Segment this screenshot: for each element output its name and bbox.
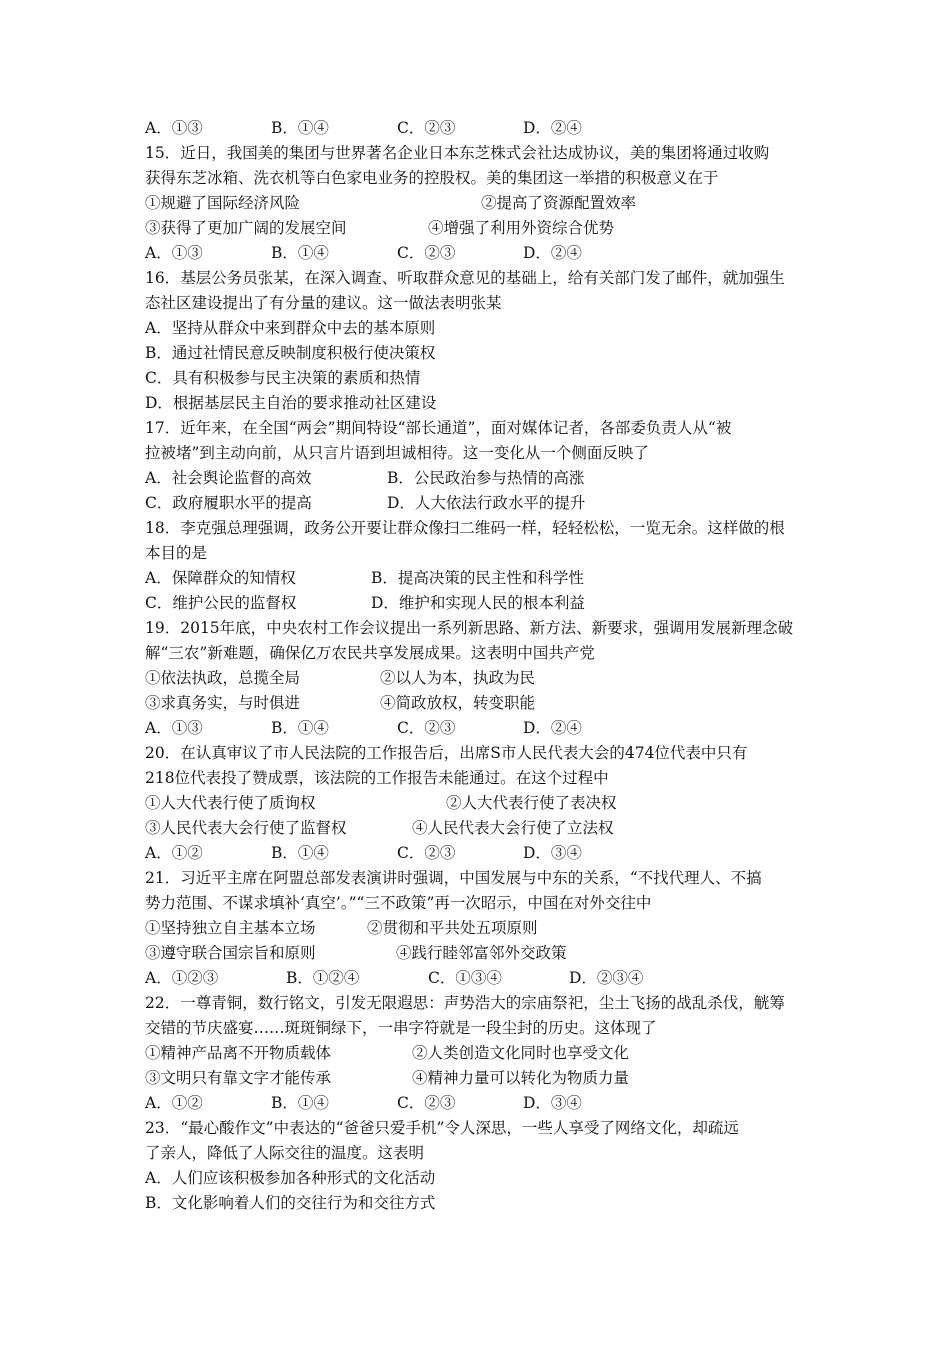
option: C．②③ [397, 844, 456, 862]
statement: ④精神力量可以转化为物质力量 [412, 1069, 630, 1087]
option: D．③④ [523, 1094, 582, 1112]
choice: A．人们应该积极参加各种形式的文化活动 [145, 1169, 436, 1187]
statement: ②以人为本，执政为民 [380, 669, 536, 687]
choice: C．具有积极参与民主决策的素质和热情 [145, 369, 421, 387]
question-21-stem: 势力范围、不谋求填补‘真空’。”“三不政策”再一次昭示，中国在对外交往中 [145, 894, 652, 912]
choice: B．提高决策的民主性和科学性 [371, 569, 584, 587]
choice: D．根据基层民主自治的要求推动社区建设 [145, 394, 437, 412]
question-17-stem: 拉被堵”到主动向前，从只言片语到坦诚相待。这一变化从一个侧面反映了 [145, 444, 649, 462]
choice: B．公民政治参与热情的高涨 [387, 469, 585, 487]
statement: ②提高了资源配置效率 [481, 194, 637, 212]
option: D．②④ [523, 719, 582, 737]
statement: ①人大代表行使了质询权 [145, 794, 316, 812]
choice: D．维护和实现人民的根本利益 [371, 594, 585, 612]
choice: A．社会舆论监督的高效 [145, 469, 312, 487]
question-22-stem: 22．一尊青铜，数行铭文，引发无限遐思：声势浩大的宗庙祭祀，尘土飞扬的战乱杀伐，觥筹 [145, 994, 785, 1012]
statement: ④简政放权，转变职能 [380, 694, 536, 712]
option: D．②③④ [569, 969, 644, 987]
question-15-stem: 15．近日，我国美的集团与世界著名企业日本东芝株式会社达成协议，美的集团将通过收购 [145, 144, 770, 162]
choice: C．维护公民的监督权 [145, 594, 297, 612]
statement: ②人大代表行使了表决权 [446, 794, 617, 812]
option: A．①② [145, 1094, 203, 1112]
question-19-stem: 19．2015年底，中央农村工作会议提出一系列新思路、新方法、新要求，强调用发展新理念破 [145, 619, 794, 637]
option: B．①④ [271, 844, 329, 862]
question-16-stem: 16．基层公务员张某，在深入调查、听取群众意见的基础上，给有关部门发了邮件，就加强生 [145, 269, 785, 287]
choice: B．文化影响着人们的交往行为和交往方式 [145, 1194, 436, 1212]
question-21-stem: 21．习近平主席在阿盟总部发表演讲时强调，中国发展与中东的关系，“不找代理人、不搞 [145, 869, 762, 887]
question-22-stem: 交错的节庆盛宴……斑斑铜绿下，一串字符就是一段尘封的历史。这体现了 [145, 1019, 657, 1037]
option: C．②③ [397, 244, 456, 262]
option: C．②③ [397, 1094, 456, 1112]
statement: ③遵守联合国宗旨和原则 [145, 944, 316, 962]
option: A．①③ [145, 244, 203, 262]
question-20-stem: 20．在认真审议了市人民法院的工作报告后，出席S市人民代表大会的474位代表中只有 [145, 744, 748, 762]
choice: A．坚持从群众中来到群众中去的基本原则 [145, 319, 436, 337]
question-23-stem: 23．“最心酸作文”中表达的“爸爸只爱手机”令人深思，一些人享受了网络文化，却疏远 [145, 1119, 739, 1137]
statement: ②人类创造文化同时也享受文化 [412, 1044, 630, 1062]
statement: ③求真务实，与时俱进 [145, 694, 301, 712]
statement: ③人民代表大会行使了监督权 [145, 819, 347, 837]
option: C．②③ [397, 719, 456, 737]
choice: A．保障群众的知情权 [145, 569, 296, 587]
statement: ④践行睦邻富邻外交政策 [396, 944, 567, 962]
statement: ①坚持独立自主基本立场 [145, 919, 316, 937]
option: A．①② [145, 844, 203, 862]
option: B．①④ [271, 719, 329, 737]
choice: C．政府履职水平的提高 [145, 494, 312, 512]
question-20-stem: 218位代表投了赞成票，该法院的工作报告未能通过。在这个过程中 [145, 769, 609, 787]
statement: ③文明只有靠文字才能传承 [145, 1069, 332, 1087]
statement: ③获得了更加广阔的发展空间 [145, 219, 347, 237]
option: A．①③ [145, 119, 203, 137]
option: B．①②④ [286, 969, 360, 987]
option: B．①④ [271, 1094, 329, 1112]
choice: D．人大依法行政水平的提升 [387, 494, 586, 512]
option: A．①③ [145, 719, 203, 737]
option: A．①②③ [145, 969, 219, 987]
option: B．①④ [271, 244, 329, 262]
statement: ①规避了国际经济风险 [145, 194, 301, 212]
choice: B．通过社情民意反映制度积极行使决策权 [145, 344, 436, 362]
statement: ④人民代表大会行使了立法权 [412, 819, 614, 837]
option: C．②③ [397, 119, 456, 137]
option: D．②④ [523, 244, 582, 262]
question-15-stem: 获得东芝冰箱、洗衣机等白色家电业务的控股权。美的集团这一举措的积极意义在于 [145, 169, 719, 187]
question-18-stem: 本目的是 [145, 544, 208, 562]
question-16-stem: 态社区建设提出了有分量的建议。这一做法表明张某 [145, 294, 502, 312]
question-18-stem: 18．李克强总理强调，政务公开要让群众像扫二维码一样，轻轻松松，一览无余。这样做的根 [145, 519, 785, 537]
option: C．①③④ [428, 969, 502, 987]
option: D．②④ [523, 119, 582, 137]
statement: ②贯彻和平共处五项原则 [367, 919, 538, 937]
question-19-stem: 解“三农”新难题，确保亿万农民共享发展成果。这表明中国共产党 [145, 644, 595, 662]
statement: ①精神产品离不开物质载体 [145, 1044, 332, 1062]
statement: ①依法执政，总揽全局 [145, 669, 301, 687]
question-23-stem: 了亲人，降低了人际交往的温度。这表明 [145, 1144, 425, 1162]
option: D．③④ [523, 844, 582, 862]
question-17-stem: 17．近年来，在全国“两会”期间特设“部长通道”，面对媒体记者，各部委负责人从“被 [145, 419, 732, 437]
option: B．①④ [271, 119, 329, 137]
statement: ④增强了利用外资综合优势 [428, 219, 615, 237]
